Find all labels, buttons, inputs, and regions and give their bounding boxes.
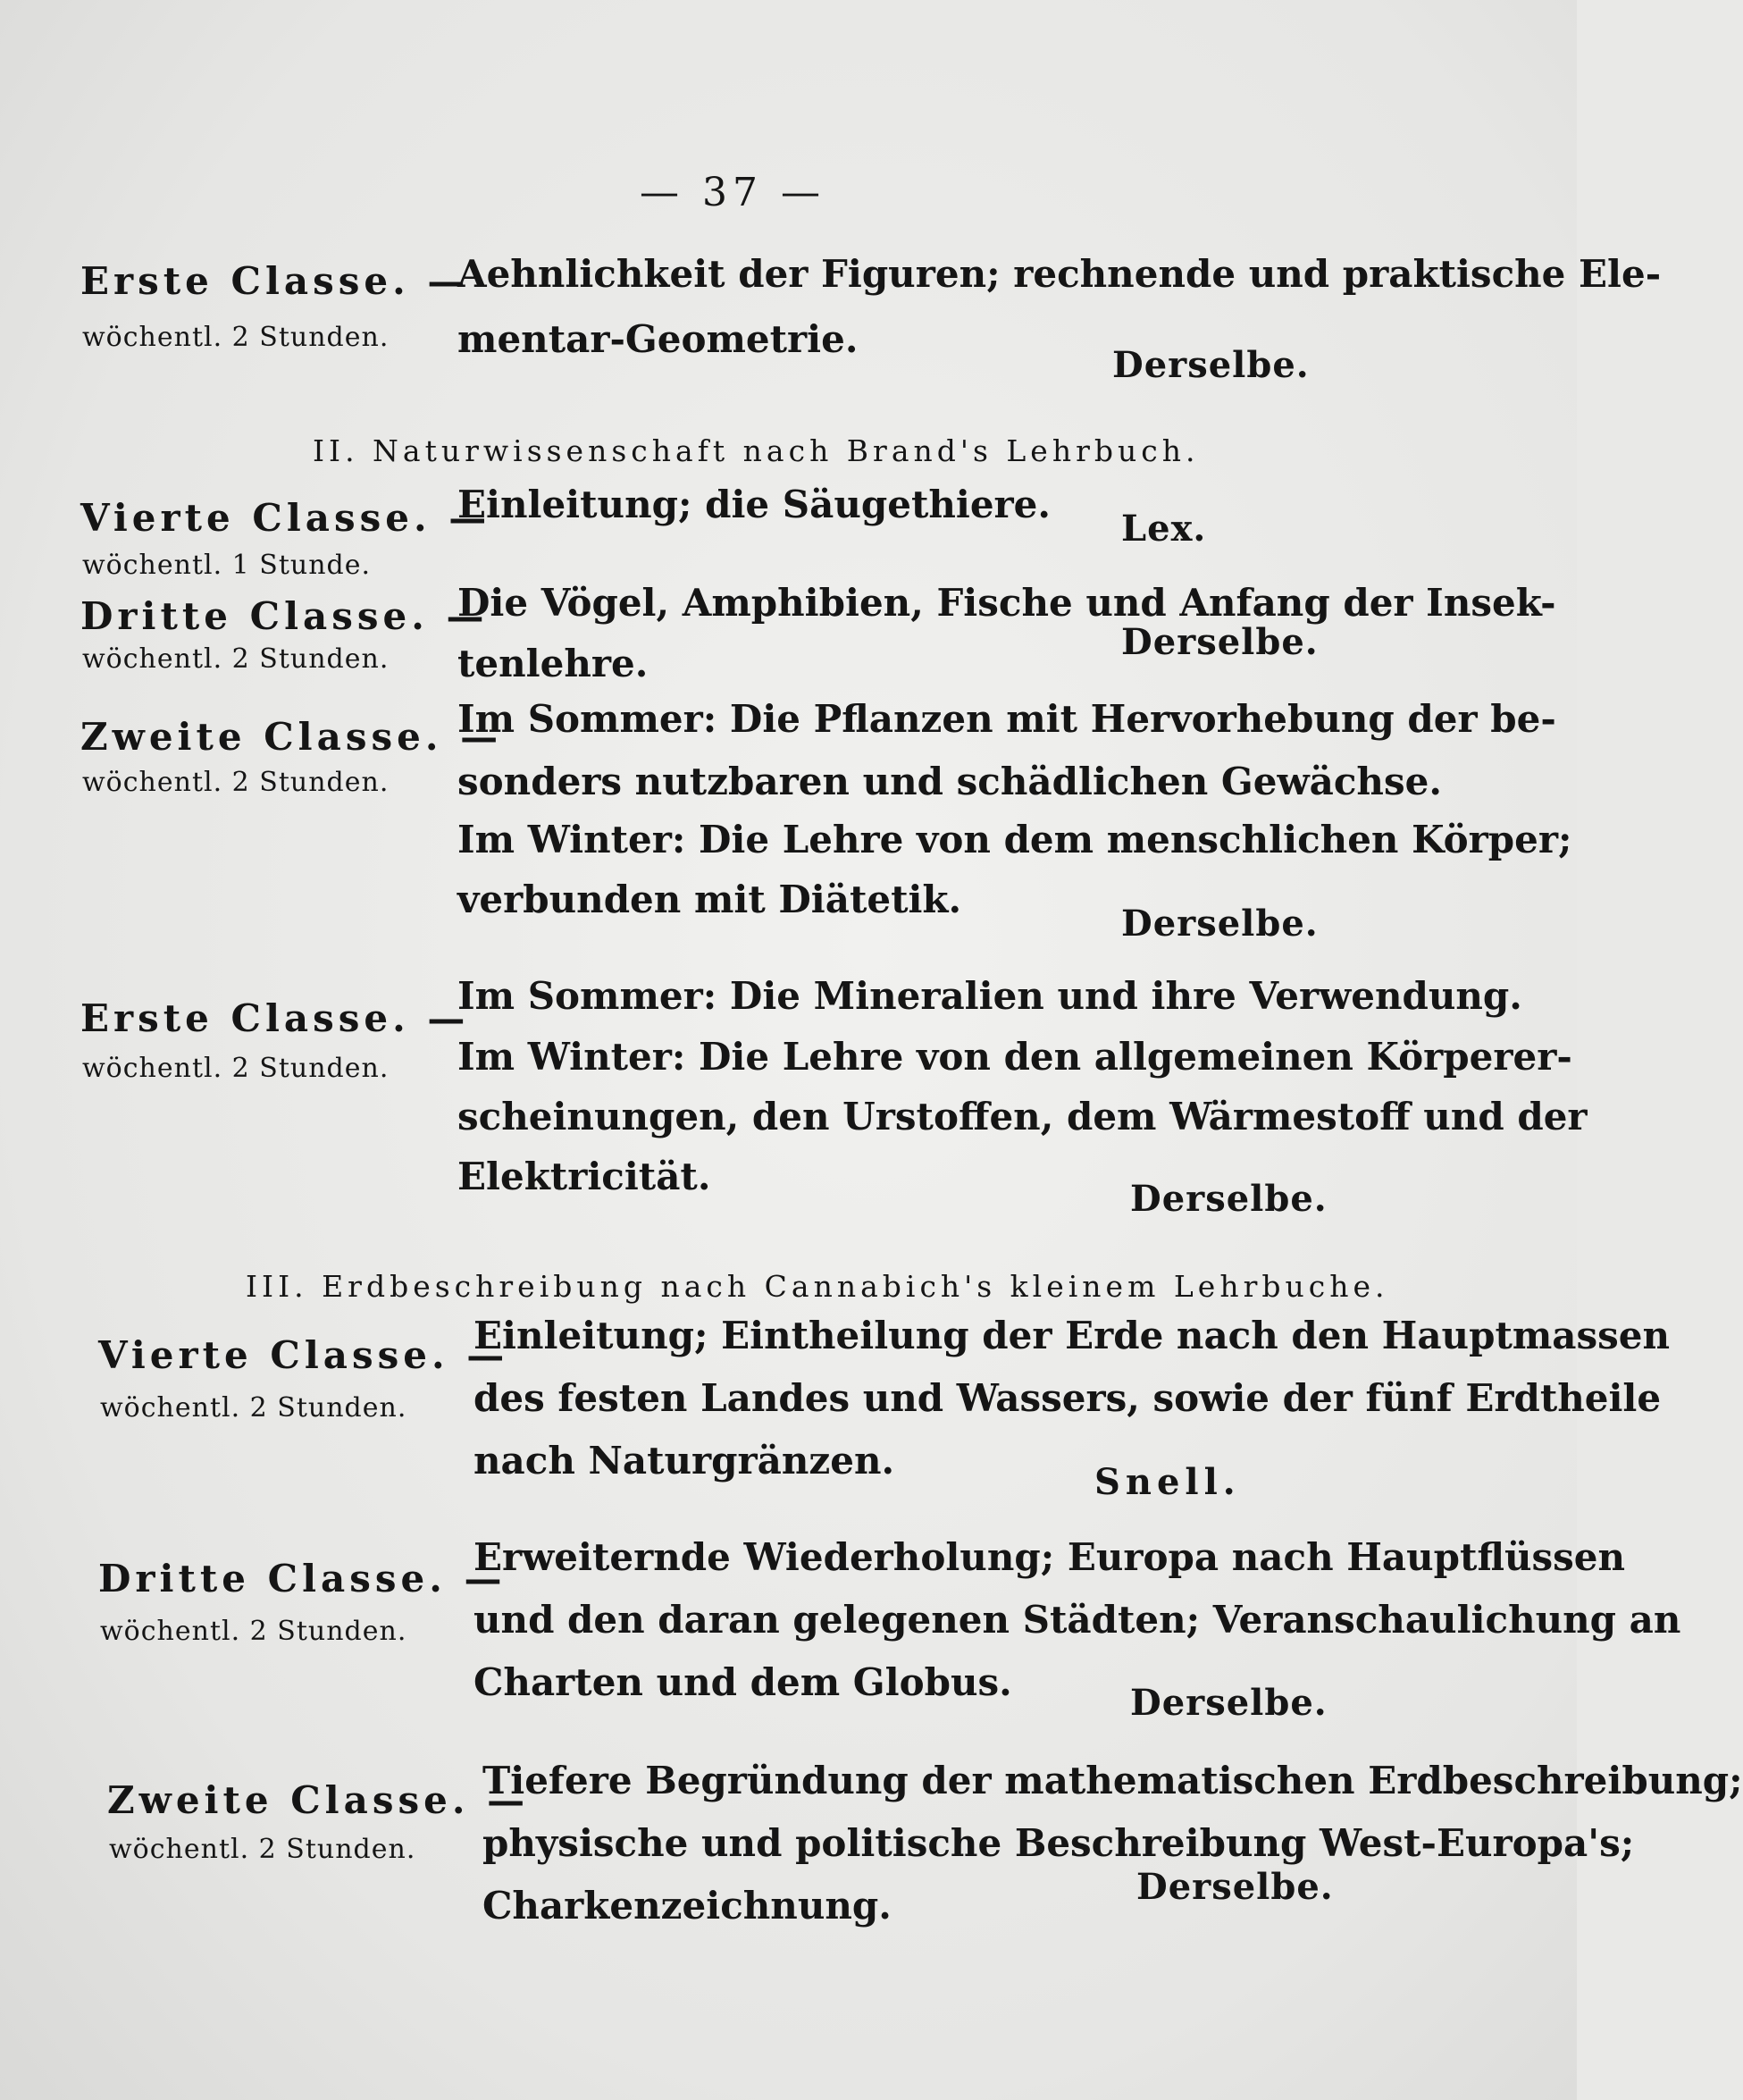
text-line: des festen Landes und Wassers, sowie der fünf Erdtheile <box>473 1376 1662 1420</box>
text-line: Einleitung; die Säugethiere. <box>457 483 1052 526</box>
class-label: Erste Classe. — <box>80 259 470 303</box>
hours-label: wöchentl. 2 Stunden. <box>100 1392 407 1424</box>
text-line: Im Winter: Die Lehre von dem menschlichen Körper; <box>457 818 1572 861</box>
hours-label: wöchentl. 2 Stunden. <box>82 322 390 353</box>
teacher-name: Derselbe. <box>1121 621 1319 663</box>
text-line: physische und politische Beschreibung West-Europa's; <box>482 1821 1635 1865</box>
teacher-name: Snell. <box>1094 1461 1241 1503</box>
class-label: Zweite Classe. — <box>80 715 503 759</box>
text-line: Tiefere Begründung der mathematischen Erdbeschreibung; <box>482 1759 1743 1802</box>
text-line: mentar-Geometrie. <box>457 317 859 361</box>
text-line: Elektricität. <box>457 1155 711 1198</box>
text-line: sonders nutzbaren und schädlichen Gewächse. <box>457 760 1442 803</box>
text-line: verbunden mit Diätetik. <box>457 878 962 921</box>
class-label: Dritte Classe. — <box>98 1557 507 1600</box>
section-heading-natural-science: II. Naturwissenschaft nach Brand's Lehrbuch. <box>313 433 1200 468</box>
section-heading-geography: III. Erdbeschreibung nach Cannabich's kleinem Lehrbuche. <box>246 1269 1389 1304</box>
hours-label: wöchentl. 2 Stunden. <box>82 643 390 675</box>
teacher-name: Derselbe. <box>1130 1682 1328 1724</box>
text-line: Im Sommer: Die Mineralien und ihre Verwendung. <box>457 974 1522 1018</box>
text-line: und den daran gelegenen Städten; Veranschaulichung an <box>473 1598 1681 1642</box>
hours-label: wöchentl. 1 Stunde. <box>82 550 372 581</box>
class-label: Erste Classe. — <box>80 996 470 1040</box>
teacher-name: Derselbe. <box>1130 1178 1328 1220</box>
text-line: tenlehre. <box>457 642 649 685</box>
class-label: Dritte Classe. — <box>80 594 489 638</box>
text-line: Im Winter: Die Lehre von den allgemeinen Körperer- <box>457 1035 1572 1079</box>
hours-label: wöchentl. 2 Stunden. <box>82 1053 390 1084</box>
teacher-name: Derselbe. <box>1121 903 1319 945</box>
text-line: Die Vögel, Amphibien, Fische und Anfang der Insek- <box>457 581 1556 625</box>
hours-label: wöchentl. 2 Stunden. <box>109 1834 416 1865</box>
class-label: Vierte Classe. — <box>80 496 491 540</box>
teacher-name: Derselbe. <box>1136 1866 1334 1908</box>
text-line: Erweiternde Wiederholung; Europa nach Hauptflüssen <box>473 1535 1626 1579</box>
hours-label: wöchentl. 2 Stunden. <box>82 767 390 798</box>
page-number: — 37 — <box>640 170 825 215</box>
teacher-name: Derselbe. <box>1112 344 1310 386</box>
text-line: Charkenzeichnung. <box>482 1884 892 1928</box>
class-label: Zweite Classe. — <box>107 1778 530 1822</box>
text-line: Im Sommer: Die Pflanzen mit Hervorhebung der be- <box>457 697 1556 741</box>
text-line: Charten und dem Globus. <box>473 1660 1012 1704</box>
class-label: Vierte Classe. — <box>98 1333 509 1377</box>
teacher-name: Lex. <box>1121 508 1207 550</box>
text-line: Aehnlichkeit der Figuren; rechnende und praktische Ele- <box>457 252 1662 296</box>
text-line: scheinungen, den Urstoffen, dem Wärmestoff und der <box>457 1095 1588 1138</box>
text-line: Einleitung; Eintheilung der Erde nach den Hauptmassen <box>473 1314 1671 1357</box>
hours-label: wöchentl. 2 Stunden. <box>100 1616 407 1647</box>
text-line: nach Naturgränzen. <box>473 1439 895 1483</box>
